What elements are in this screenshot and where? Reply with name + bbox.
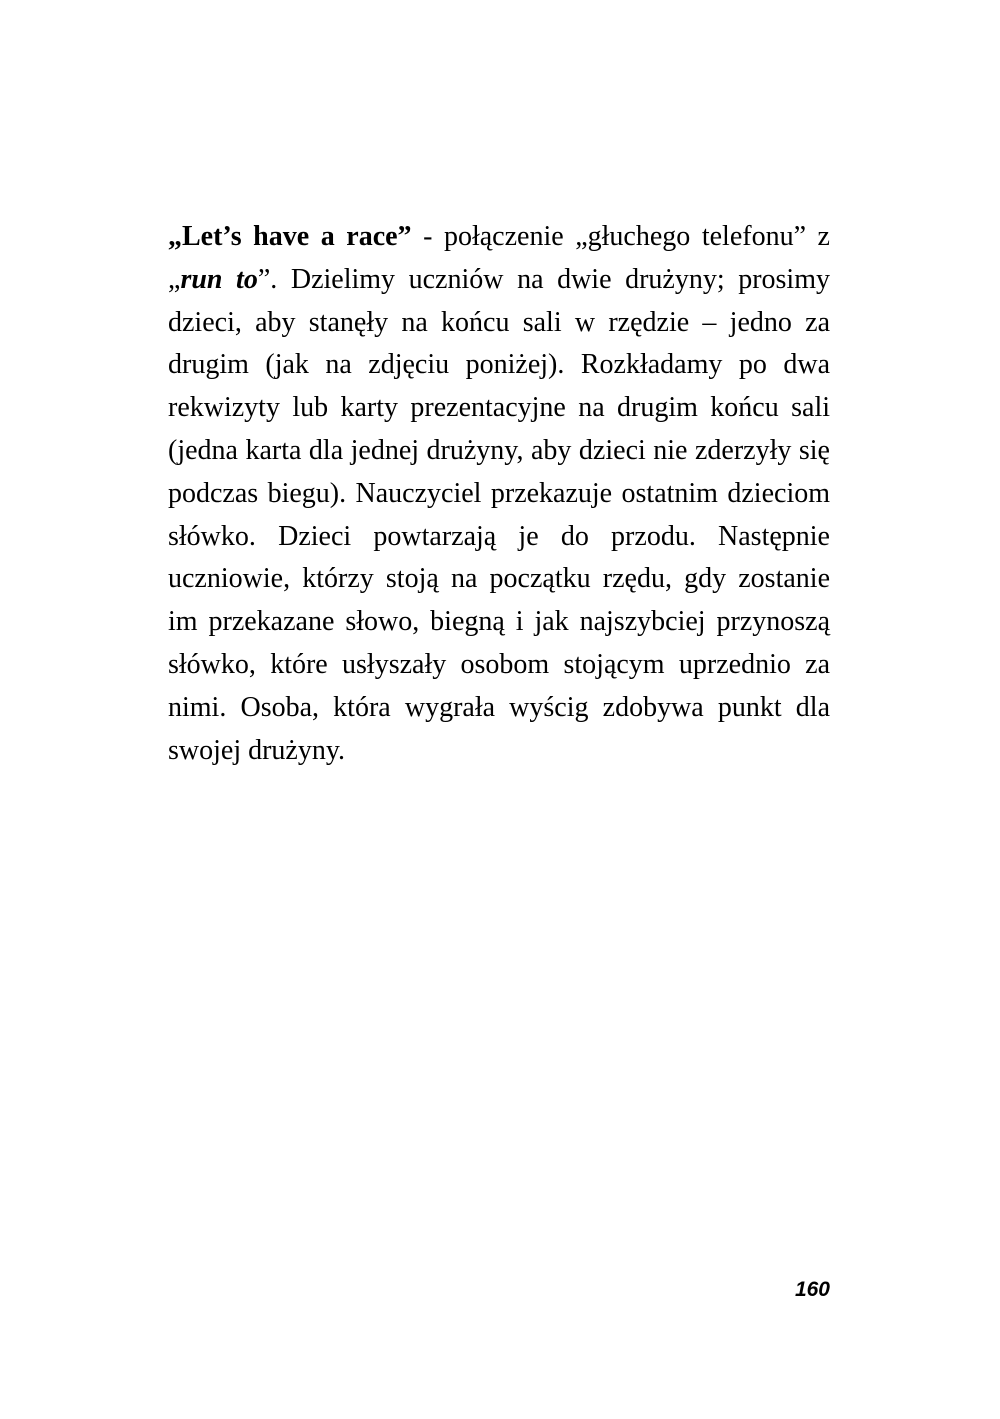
intro-text: - połączenie „głuchego telefonu” z „	[168, 221, 830, 295]
page-number: 160	[794, 1278, 830, 1301]
body-text: ”. Dzielimy uczniów na dwie drużyny; prosimy dzieci, aby stanęły na końcu sali w rzędzie – jedno za drugim (jak na zdjęciu poniżej). Rozkładamy po dwa rekwizyty lub karty prezentacyjne na drugim końcu sali (jedna karta dla jednej drużyny, aby dzieci nie zderzyły się podczas biegu). Nauczyciel przekazuje ostatnim dzieciom słówko. Dzieci powtarzają je do przodu. Następnie uczniowie, którzy stoją na początku rzędu, gdy zostanie im przekazane słowo, biegną i jak najszybciej przynoszą słówko, które usłyszały osobom stojącym uprzednio za nimi. Osoba, która wygrała wyścig zdobywa punkt dla swojej drużyny.	[168, 263, 830, 766]
section-title: „Let’s have a race”	[168, 221, 412, 252]
emphasis-text: run to	[180, 263, 258, 295]
paragraph	[168, 216, 830, 772]
paragraph-text	[168, 216, 830, 772]
